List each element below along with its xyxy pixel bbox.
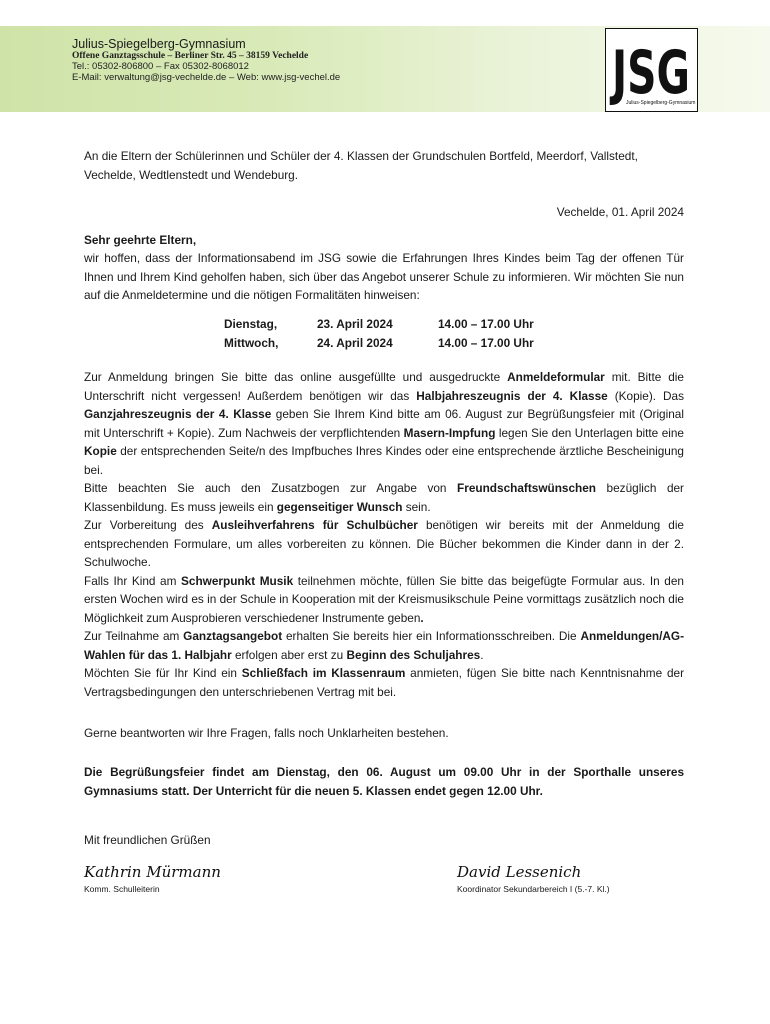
appointment-date: 23. April 2024 (317, 317, 393, 331)
intro-paragraph: wir hoffen, dass der Informationsabend im JSG sowie die Erfahrungen Ihres Kindes beim Tag der offenen Tür Ihnen und Ihrem Kind geholfen haben, sich über das Angebot unserer Schule zu informieren. Wir möchten Sie nun auf die Anmeldetermine und die nötigen Formalitäten hinweisen: (84, 251, 684, 302)
signature-principal: Kathrin Mürmann (84, 863, 221, 881)
logo-caption: Julius-Spiegelberg-Gymnasium (626, 100, 696, 106)
recipients: An die Eltern der Schülerinnen und Schüler der 4. Klassen der Grundschulen Bortfeld, Meerdorf, Vallstedt, Vechelde, Wedtlenstedt und Wendeburg. (84, 149, 638, 182)
registration-instructions: Zur Anmeldung bringen Sie bitte das online ausgefüllte und ausgedruckte Anmeldeformular mit. Bitte die Unterschrift nicht vergessen! Außerdem benötigen wir das Halbjahreszeugnis der 4. Klasse (Kopie). Das Ganzjahreszeugnis der 4. Klasse geben Sie Ihrem Kind bitte am 06. August zur Begrüßungsfeier mit (Original mit Unterschrift + Kopie). Zum Nachweis der verpflichtenden Masern-Impfung legen Sie den Unterlagen bitte eine Kopie der entsprechenden Seite/n des Impfbuches Ihres Kindes oder eine entsprechende ärztliche Bescheinigung bei. Bitte beachten Sie auch den Zusatzbogen zur Angabe von Freundschaftswünschen bezüglich der Klassenbildung. Es muss jeweils ein gegenseitiger Wunsch sein. Zur Vorbereitung des Ausleihverfahrens für Schulbücher benötigen wir bereits mit der Anmeldung die entsprechenden Formulare, um alles vorbereiten zu können. Die Bücher bekommen die Kinder dann in der 2. Schulwoche. Falls Ihr Kind am Schwerpunkt Musik teilnehmen möchte, füllen Sie bitte das beigefügte Formular aus. In den ersten Wochen wird es in der Schule in Kooperation mit der Kreismusikschule Peine vormittags zusätzlich noch die Möglichkeit zum Ausprobieren verschiedener Instrumente geben. Zur Teilnahme am Ganztagsangebot erhalten Sie bereits hier ein Informationsschreiben. Die Anmeldungen/AG-Wahlen für das 1. Halbjahr erfolgen aber erst zu Beginn des Schuljahres. Möchten Sie für Ihr Kind ein Schließfach im Klassenraum anmieten, fügen Sie bitte nach Kenntnisnahme der Vertragsbedingungen den unterschriebenen Vertrag mit bei. (84, 370, 684, 699)
highlight-ag-wahlen: Anmeldungen/AG-Wahlen für das 1. Halbjahr (84, 629, 684, 662)
appointment-day: Dienstag, (224, 317, 278, 331)
highlight-halbjahreszeugnis: Halbjahreszeugnis der 4. Klasse (416, 388, 608, 403)
salutation: Sehr geehrte Eltern, (84, 233, 197, 247)
appointment-time: 14.00 – 17.00 Uhr (438, 336, 534, 350)
school-address: Offene Ganztagsschule – Berliner Str. 45 – 38159 Vechelde (72, 51, 309, 61)
highlight-freundschaftswuensche: Freundschaftswünschen (457, 481, 596, 495)
highlight-schliessfach: Schließfach im Klassenraum (241, 666, 406, 680)
jsg-logo-icon (606, 29, 696, 110)
highlight-ganzjahreszeugnis: Ganzjahreszeugnis der 4. Klasse (84, 407, 272, 421)
letter-date: Vechelde, 01. April 2024 (556, 205, 684, 219)
signature-principal-role: Komm. Schulleiterin (84, 884, 160, 894)
school-phone: Tel.: 05302-806800 – Fax 05302-8068012 (72, 61, 249, 72)
appointment-date: 24. April 2024 (317, 336, 393, 350)
school-name: Julius-Spiegelberg-Gymnasium (72, 37, 246, 51)
signature-coordinator: David Lessenich (457, 863, 582, 881)
highlight-kopie: Kopie (84, 444, 117, 458)
highlight-gegenseitiger-wunsch: gegenseitiger Wunsch (276, 499, 403, 514)
questions-note: Gerne beantworten wir Ihre Fragen, falls noch Unklarheiten bestehen. (84, 726, 449, 740)
highlight-ausleihverfahren: Ausleihverfahrens für Schulbücher (211, 518, 418, 532)
highlight-schwerpunkt-musik: Schwerpunkt Musik (181, 573, 294, 588)
school-contact: E-Mail: verwaltung@jsg-vechelde.de – Web: www.jsg-vechel.de (72, 72, 341, 83)
highlight-ganztagsangebot: Ganztagsangebot (183, 629, 283, 643)
appointment-day: Mittwoch, (224, 336, 279, 350)
appointment-time: 14.00 – 17.00 Uhr (438, 317, 534, 331)
highlight-beginn-schuljahr: Beginn des Schuljahres (346, 647, 481, 662)
signature-coordinator-role: Koordinator Sekundarbereich I (5.-7. Kl.) (457, 884, 610, 894)
welcome-ceremony-notice: Die Begrüßungsfeier findet am Dienstag, den 06. August um 09.00 Uhr in der Sporthalle unseres Gymnasiums statt. Der Unterricht für die neuen 5. Klassen endet gegen 12.00 Uhr. (84, 765, 684, 798)
closing-greeting: Mit freundlichen Grüßen (84, 833, 211, 847)
logo-lettering: JSG (609, 38, 690, 108)
highlight-anmeldeformular: Anmeldeformular (507, 370, 605, 384)
highlight-masern-impfung: Masern-Impfung (403, 425, 496, 440)
